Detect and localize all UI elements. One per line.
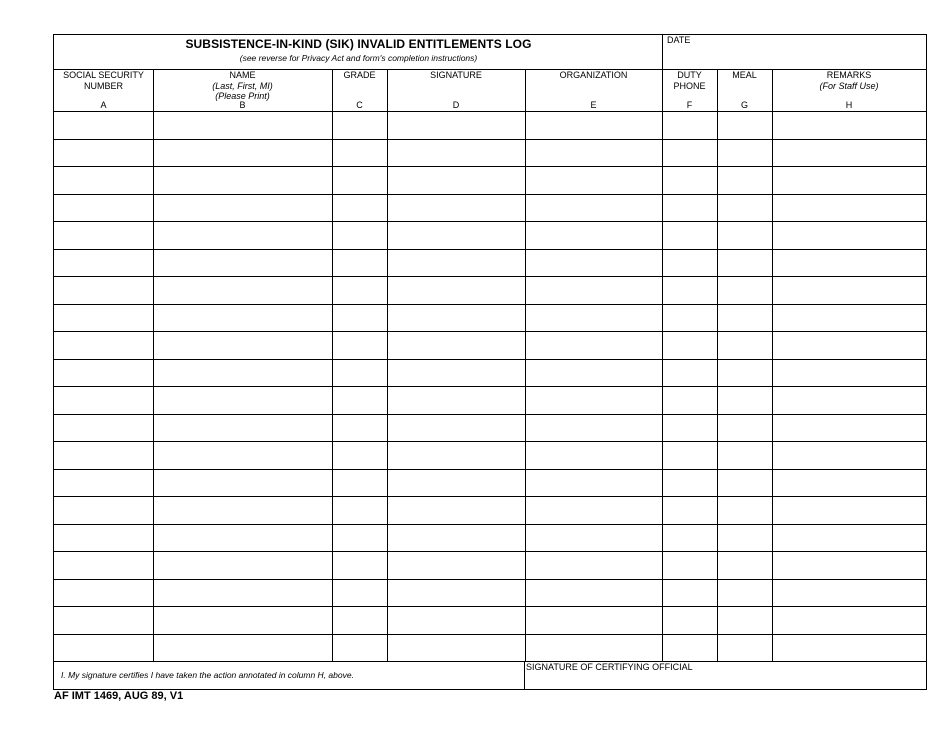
- entry-cell[interactable]: [718, 470, 771, 496]
- entry-cell[interactable]: [333, 442, 386, 468]
- footer-divider: [54, 661, 926, 662]
- entry-cell[interactable]: [154, 140, 331, 166]
- entry-cell[interactable]: [388, 525, 524, 551]
- entry-cell[interactable]: [388, 140, 524, 166]
- entry-cell[interactable]: [773, 415, 925, 441]
- entry-cell[interactable]: [526, 277, 661, 303]
- entry-cell[interactable]: [388, 470, 524, 496]
- column-letter-b: B: [239, 100, 246, 110]
- entry-cell[interactable]: [333, 140, 386, 166]
- entry-cell[interactable]: [663, 470, 716, 496]
- entry-cell[interactable]: [55, 442, 152, 468]
- entry-cell[interactable]: [154, 580, 331, 606]
- entry-cell[interactable]: [526, 552, 661, 578]
- entry-cell[interactable]: [663, 305, 716, 331]
- entry-cell[interactable]: [663, 277, 716, 303]
- entry-cell[interactable]: [773, 387, 925, 413]
- entry-cell[interactable]: [663, 607, 716, 633]
- entry-cell[interactable]: [55, 222, 152, 248]
- column-letter-c: C: [356, 100, 363, 110]
- entry-cell[interactable]: [333, 415, 386, 441]
- entry-cell[interactable]: [526, 112, 661, 138]
- entry-cell[interactable]: [388, 387, 524, 413]
- form-subtitle: (see reverse for Privacy Act and form's completion instructions): [239, 53, 478, 63]
- column-header-duty-phone: [662, 70, 717, 91]
- entry-cell[interactable]: [526, 167, 661, 193]
- entry-cell[interactable]: [773, 525, 925, 551]
- entry-cell[interactable]: [55, 305, 152, 331]
- entry-cell[interactable]: [773, 332, 925, 358]
- column-letter-f: F: [686, 100, 693, 110]
- entry-cell[interactable]: [526, 635, 661, 661]
- entry-cell[interactable]: [154, 360, 331, 386]
- column-header-meal: [717, 70, 772, 81]
- entry-cell[interactable]: [388, 360, 524, 386]
- entry-cell[interactable]: [154, 222, 331, 248]
- entry-cell[interactable]: [333, 387, 386, 413]
- column-letter-h: H: [845, 100, 853, 110]
- entry-cell[interactable]: [55, 387, 152, 413]
- entry-cell[interactable]: [388, 415, 524, 441]
- entry-cell[interactable]: [154, 387, 331, 413]
- column-header-ssn: [54, 70, 153, 91]
- entry-cell[interactable]: [773, 580, 925, 606]
- entry-cell[interactable]: [333, 360, 386, 386]
- entry-cell[interactable]: [333, 552, 386, 578]
- entry-cell[interactable]: [773, 277, 925, 303]
- column-header-remarks-line2: (For Staff Use): [819, 80, 879, 91]
- entry-cell[interactable]: [663, 552, 716, 578]
- column-header-meal-line1: MEAL: [732, 70, 757, 80]
- entry-cell[interactable]: [55, 470, 152, 496]
- entry-cell[interactable]: [773, 442, 925, 468]
- entry-cell[interactable]: [55, 112, 152, 138]
- entry-cell[interactable]: [388, 442, 524, 468]
- certification-statement: I. My signature certifies I have taken the action annotated in column H, above.: [61, 670, 354, 680]
- entry-cell[interactable]: [718, 497, 771, 523]
- entry-cell[interactable]: [55, 497, 152, 523]
- sik-invalid-entitlements-form: [53, 34, 927, 690]
- entry-cell[interactable]: [55, 635, 152, 661]
- entry-cell[interactable]: [773, 607, 925, 633]
- entry-cell[interactable]: [773, 167, 925, 193]
- entry-cell[interactable]: [333, 607, 386, 633]
- entry-cell[interactable]: [526, 332, 661, 358]
- entry-cell[interactable]: [388, 277, 524, 303]
- column-header-organization-line1: ORGANIZATION: [559, 70, 628, 80]
- column-header-signature: [387, 70, 525, 81]
- entry-cell[interactable]: [663, 635, 716, 661]
- entry-cell[interactable]: [388, 195, 524, 221]
- entry-cell[interactable]: [663, 580, 716, 606]
- entry-cell[interactable]: [333, 305, 386, 331]
- column-header-duty-phone-line2: PHONE: [673, 80, 706, 91]
- entry-cell[interactable]: [526, 360, 661, 386]
- entry-cell[interactable]: [154, 470, 331, 496]
- form-number: AF IMT 1469, AUG 89, V1: [54, 690, 184, 702]
- entry-cell[interactable]: [333, 195, 386, 221]
- entry-cell[interactable]: [773, 552, 925, 578]
- entry-cell[interactable]: [718, 635, 771, 661]
- certifying-official-label: SIGNATURE OF CERTIFYING OFFICIAL: [526, 662, 693, 672]
- entry-cell[interactable]: [154, 305, 331, 331]
- column-header-name-line2: (Last, First, MI): [212, 80, 273, 91]
- entry-cell[interactable]: [773, 195, 925, 221]
- column-header-ssn-line2: NUMBER: [83, 80, 123, 91]
- entry-cell[interactable]: [773, 140, 925, 166]
- entry-cell[interactable]: [718, 525, 771, 551]
- entry-cell[interactable]: [663, 222, 716, 248]
- entry-cell[interactable]: [388, 607, 524, 633]
- entry-cell[interactable]: [388, 580, 524, 606]
- entry-cell[interactable]: [718, 580, 771, 606]
- entry-cell[interactable]: [154, 250, 331, 276]
- entry-cell[interactable]: [663, 415, 716, 441]
- entry-cell[interactable]: [663, 497, 716, 523]
- entry-cell[interactable]: [526, 497, 661, 523]
- column-header-ssn-line1: SOCIAL SECURITY: [63, 70, 144, 80]
- entry-cell[interactable]: [154, 635, 331, 661]
- entry-cell[interactable]: [388, 305, 524, 331]
- column-header-grade-line1: GRADE: [343, 70, 376, 80]
- entry-cell[interactable]: [333, 525, 386, 551]
- entry-cell[interactable]: [154, 497, 331, 523]
- entry-cell[interactable]: [333, 635, 386, 661]
- column-header-name-line1: NAME: [229, 70, 256, 80]
- column-header-remarks: [772, 70, 926, 91]
- entry-cell[interactable]: [333, 497, 386, 523]
- entry-cell[interactable]: [663, 195, 716, 221]
- entry-cell[interactable]: [718, 442, 771, 468]
- column-header-grade: [332, 70, 387, 81]
- entry-cell[interactable]: [718, 552, 771, 578]
- entry-cell[interactable]: [55, 552, 152, 578]
- entry-cell[interactable]: [773, 497, 925, 523]
- entry-cell[interactable]: [333, 222, 386, 248]
- entry-cell[interactable]: [773, 250, 925, 276]
- column-header-signature-line1: SIGNATURE: [430, 70, 482, 80]
- form-title: SUBSISTENCE-IN-KIND (SIK) INVALID ENTITLEMENTS LOG: [185, 37, 532, 51]
- date-field[interactable]: [663, 35, 927, 69]
- entry-cell[interactable]: [333, 250, 386, 276]
- entry-cell[interactable]: [526, 140, 661, 166]
- entry-cell[interactable]: [55, 415, 152, 441]
- certifying-official-signature-field[interactable]: [525, 672, 926, 690]
- entry-cell[interactable]: [718, 112, 771, 138]
- entry-cell[interactable]: [55, 195, 152, 221]
- entry-cell[interactable]: [718, 167, 771, 193]
- column-letter-g: G: [740, 100, 748, 110]
- entry-cell[interactable]: [526, 525, 661, 551]
- entry-cell[interactable]: [773, 360, 925, 386]
- entry-cell[interactable]: [154, 525, 331, 551]
- entry-cell[interactable]: [154, 442, 331, 468]
- entry-cell[interactable]: [526, 415, 661, 441]
- column-letter-e: E: [590, 100, 597, 110]
- entry-cell[interactable]: [55, 607, 152, 633]
- entry-cell[interactable]: [526, 387, 661, 413]
- entry-cell[interactable]: [55, 250, 152, 276]
- entry-cell[interactable]: [773, 470, 925, 496]
- entry-cell[interactable]: [154, 415, 331, 441]
- entry-cell[interactable]: [55, 140, 152, 166]
- entry-cell[interactable]: [773, 222, 925, 248]
- entry-cell[interactable]: [773, 635, 925, 661]
- date-label: DATE: [667, 35, 691, 45]
- entry-cell[interactable]: [663, 112, 716, 138]
- entry-cell[interactable]: [333, 332, 386, 358]
- entry-cell[interactable]: [663, 442, 716, 468]
- entry-cell[interactable]: [55, 360, 152, 386]
- entry-cell[interactable]: [773, 305, 925, 331]
- entry-cell[interactable]: [718, 332, 771, 358]
- entry-cell[interactable]: [333, 470, 386, 496]
- entry-cell[interactable]: [154, 607, 331, 633]
- entry-cell[interactable]: [526, 607, 661, 633]
- entry-cell[interactable]: [388, 167, 524, 193]
- entry-cell[interactable]: [526, 250, 661, 276]
- entry-cell[interactable]: [388, 552, 524, 578]
- entry-cell[interactable]: [55, 580, 152, 606]
- entry-cell[interactable]: [55, 525, 152, 551]
- entry-cell[interactable]: [773, 112, 925, 138]
- entry-cell[interactable]: [718, 387, 771, 413]
- column-header-name-line3: (Please Print): [215, 91, 270, 101]
- entry-cell[interactable]: [526, 580, 661, 606]
- entry-cell[interactable]: [388, 332, 524, 358]
- entry-cell[interactable]: [718, 277, 771, 303]
- entry-cell[interactable]: [663, 250, 716, 276]
- entry-cell[interactable]: [333, 277, 386, 303]
- entry-cell[interactable]: [718, 415, 771, 441]
- entry-cell[interactable]: [663, 140, 716, 166]
- column-header-name: [153, 70, 332, 102]
- entry-cell[interactable]: [526, 222, 661, 248]
- entry-cell[interactable]: [526, 442, 661, 468]
- entry-cell[interactable]: [663, 360, 716, 386]
- entry-cell[interactable]: [55, 332, 152, 358]
- entry-cell[interactable]: [718, 195, 771, 221]
- entry-cell[interactable]: [388, 250, 524, 276]
- entry-cell[interactable]: [718, 360, 771, 386]
- entry-cell[interactable]: [663, 387, 716, 413]
- column-header-duty-phone-line1: DUTY: [677, 70, 702, 80]
- entry-cell[interactable]: [526, 195, 661, 221]
- column-letter-d: D: [452, 100, 460, 110]
- entry-cell[interactable]: [154, 552, 331, 578]
- entry-cell[interactable]: [333, 580, 386, 606]
- entry-cell[interactable]: [154, 167, 331, 193]
- entry-cell[interactable]: [718, 607, 771, 633]
- entry-cell[interactable]: [154, 195, 331, 221]
- entry-cell[interactable]: [663, 167, 716, 193]
- entry-cell[interactable]: [154, 277, 331, 303]
- entry-cell[interactable]: [154, 112, 331, 138]
- entry-cell[interactable]: [663, 332, 716, 358]
- entry-cell[interactable]: [526, 305, 661, 331]
- entry-cell[interactable]: [333, 167, 386, 193]
- entry-cell[interactable]: [55, 277, 152, 303]
- entry-cell[interactable]: [663, 525, 716, 551]
- entry-cell[interactable]: [333, 112, 386, 138]
- entry-cell[interactable]: [718, 250, 771, 276]
- entry-cell[interactable]: [388, 112, 524, 138]
- entry-cell[interactable]: [718, 222, 771, 248]
- entry-cell[interactable]: [154, 332, 331, 358]
- entry-cell[interactable]: [55, 167, 152, 193]
- entry-cell[interactable]: [718, 140, 771, 166]
- column-header-organization: [525, 70, 662, 81]
- entry-cell[interactable]: [526, 470, 661, 496]
- column-header-remarks-line1: REMARKS: [826, 70, 872, 80]
- entry-cell[interactable]: [388, 635, 524, 661]
- column-letter-a: A: [100, 100, 107, 110]
- entry-cell[interactable]: [388, 497, 524, 523]
- entry-cell[interactable]: [388, 222, 524, 248]
- entry-cell[interactable]: [718, 305, 771, 331]
